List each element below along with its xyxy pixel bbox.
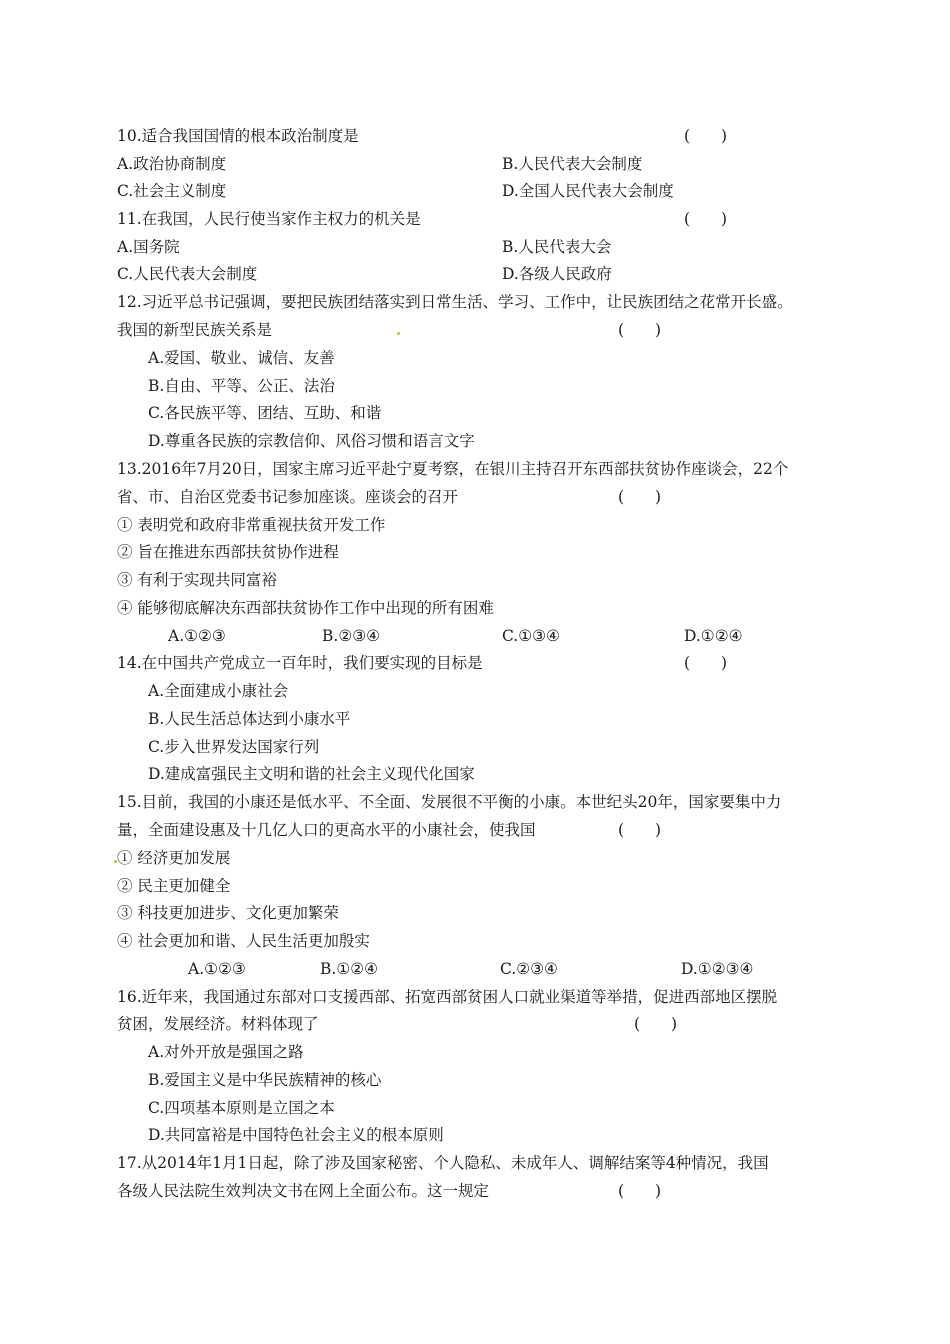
q10-option-b: B.人民代表大会制度 [502, 155, 643, 173]
q11-option-d: D.各级人民政府 [502, 265, 612, 283]
q17-answer-bracket: ( ) [618, 1182, 662, 1200]
q16-option-c: C.四项基本原则是立国之本 [148, 1099, 335, 1117]
q12-option-d: D.尊重各民族的宗教信仰、风俗习惯和语言文字 [148, 432, 475, 450]
q10-option-a: A.政治协商制度 [117, 155, 227, 173]
q15-stem-line2: 量，全面建设惠及十几亿人口的更高水平的小康社会，使我国 [117, 821, 536, 839]
q11-option-c: C.人民代表大会制度 [117, 265, 258, 283]
q13-statement-3: ③ 有利于实现共同富裕 [117, 571, 277, 589]
q15-statement-1: ① 经济更加发展 [117, 849, 231, 867]
q15-statement-4: ④ 社会更加和谐、人民生活更加殷实 [117, 932, 370, 950]
q12-answer-bracket: ( ) [618, 321, 662, 339]
q13-option-b: B.②③④ [322, 627, 381, 645]
q16-stem-line2: 贫困，发展经济。材料体现了 [117, 1015, 319, 1033]
q13-answer-bracket: ( ) [618, 488, 662, 506]
q12-stem-line1: 12.习近平总书记强调，要把民族团结落实到日常生活、学习、工作中，让民族团结之花常开长盛。 [117, 293, 793, 311]
q16-option-b: B.爱国主义是中华民族精神的核心 [148, 1071, 382, 1089]
q11-stem: 11.在我国，人民行使当家作主权力的机关是 [117, 210, 421, 228]
q15-option-a: A.①②③ [188, 960, 246, 978]
q15-statement-3: ③ 科技更加进步、文化更加繁荣 [117, 904, 339, 922]
q11-answer-bracket: ( ) [684, 210, 728, 228]
q15-option-c: C.②③④ [500, 960, 558, 978]
q12-option-b: B.自由、平等、公正、法治 [148, 377, 335, 395]
q17-stem-line1: 17.从2014年1月1日起，除了涉及国家秘密、个人隐私、未成年人、调解结案等4种情况，我国 [117, 1154, 769, 1172]
q14-option-c: C.步入世界发达国家行列 [148, 738, 320, 756]
q15-option-b: B.①②④ [320, 960, 379, 978]
q12-option-a: A.爱国、敬业、诚信、友善 [148, 349, 335, 367]
q13-stem-line1: 13.2016年7月20日，国家主席习近平赴宁夏考察，在银川主持召开东西部扶贫协作座谈会，22个 [117, 460, 789, 478]
scan-speck [397, 332, 400, 335]
q14-option-d: D.建成富强民主文明和谐的社会主义现代化国家 [148, 765, 475, 783]
q14-stem: 14.在中国共产党成立一百年时，我们要实现的目标是 [117, 654, 483, 672]
q13-stem-line2: 省、市、自治区党委书记参加座谈。座谈会的召开 [117, 488, 459, 506]
q13-option-d: D.①②④ [684, 627, 743, 645]
q14-option-a: A.全面建成小康社会 [148, 682, 289, 700]
q11-option-b: B.人民代表大会 [502, 238, 612, 256]
q13-statement-2: ② 旨在推进东西部扶贫协作进程 [117, 543, 339, 561]
q17-stem-line2: 各级人民法院生效判决文书在网上全面公布。这一规定 [117, 1182, 490, 1200]
q15-stem-line1: 15.目前，我国的小康还是低水平、不全面、发展很不平衡的小康。本世纪头20年，国家要集中力 [117, 793, 782, 811]
q10-option-c: C.社会主义制度 [117, 182, 227, 200]
q15-statement-2: ② 民主更加健全 [117, 877, 231, 895]
q14-option-b: B.人民生活总体达到小康水平 [148, 710, 351, 728]
scan-speck [114, 860, 117, 863]
q13-option-c: C.①③④ [502, 627, 560, 645]
q16-answer-bracket: ( ) [634, 1015, 678, 1033]
q11-option-a: A.国务院 [117, 238, 180, 256]
q10-answer-bracket: ( ) [684, 127, 728, 145]
q10-option-d: D.全国人民代表大会制度 [502, 182, 674, 200]
q12-stem-line2: 我国的新型民族关系是 [117, 321, 273, 339]
q14-answer-bracket: ( ) [684, 654, 728, 672]
q13-statement-1: ① 表明党和政府非常重视扶贫开发工作 [117, 516, 386, 534]
q16-stem-line1: 16.近年来，我国通过东部对口支援西部、拓宽西部贫困人口就业渠道等举措，促进西部地区摆脱 [117, 988, 778, 1006]
q13-option-a: A.①②③ [168, 627, 226, 645]
q16-option-d: D.共同富裕是中国特色社会主义的根本原则 [148, 1126, 444, 1144]
q15-answer-bracket: ( ) [618, 821, 662, 839]
q15-option-d: D.①②③④ [681, 960, 754, 978]
q16-option-a: A.对外开放是强国之路 [148, 1043, 304, 1061]
q10-stem: 10.适合我国国情的根本政治制度是 [117, 127, 359, 145]
q13-statement-4: ④ 能够彻底解决东西部扶贫协作工作中出现的所有困难 [117, 599, 494, 617]
q12-option-c: C.各民族平等、团结、互助、和谐 [148, 404, 382, 422]
